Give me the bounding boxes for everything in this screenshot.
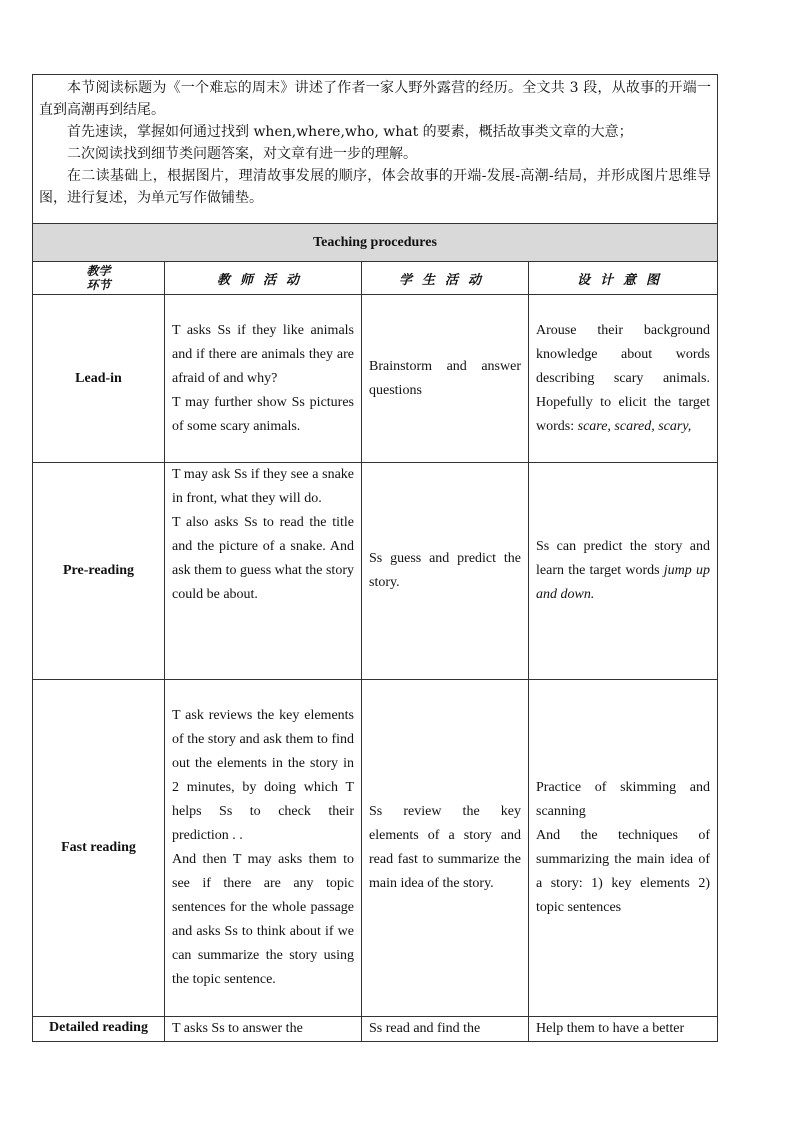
design-target-words: jump up and down. — [536, 563, 711, 602]
stage-label: Lead-in — [33, 295, 165, 463]
teacher-activity — [165, 680, 362, 1017]
teacher-text: T also asks Ss to read the title and the picture of a snake. And ask them to guess what the story could be about. — [172, 515, 354, 602]
teacher-activity — [165, 295, 362, 463]
stage-label: Pre-reading — [33, 463, 165, 680]
design-text: And the techniques of summarizing the main idea of a story: 1) key elements 2) topic sentences — [536, 828, 711, 915]
teacher-header: 教师活动 — [165, 262, 362, 295]
design-intent — [529, 1017, 718, 1042]
student-activity: Ss review the key elements of a story and read fast to summarize the main idea of the story. — [362, 680, 529, 1017]
table-row — [33, 1017, 718, 1042]
design-target-words: scare, scared, scary, — [577, 418, 692, 434]
student-text: Ss read and find the — [369, 1021, 481, 1036]
header-row — [33, 262, 718, 295]
design-text: Practice of skimming and scanning — [536, 780, 711, 819]
teacher-text: T asks Ss to answer the — [172, 1021, 303, 1036]
teacher-text: T asks Ss if they like animals and if there are animals they are afraid of and why? — [172, 322, 354, 386]
stage-header-line1: 教学 — [86, 264, 111, 278]
design-intent — [529, 295, 718, 463]
intro-paragraph: 本节阅读标题为《一个难忘的周末》讲述了作者一家人野外露营的经历。全文共 3 段，从故事的开端一直到高潮再到结尾。 — [39, 80, 712, 118]
intro-paragraph: 首先速读，掌握如何通过找到 when,where,who, what 的要素，概括故事类文章的大意； — [67, 124, 633, 140]
table-row — [33, 295, 718, 463]
stage-label: Detailed reading — [33, 1017, 165, 1042]
student-activity: Brainstorm and answer questions — [362, 295, 529, 463]
teacher-activity — [165, 463, 362, 680]
table-row — [33, 680, 718, 1017]
stage-label: Fast reading — [33, 680, 165, 1017]
student-header: 学生活动 — [362, 262, 529, 295]
design-header: 设计意图 — [529, 262, 718, 295]
stage-header — [33, 262, 165, 295]
teacher-text: T ask reviews the key elements of the story and ask them to find out the elements in the story in 2 minutes, by doing which T helps Ss to check their prediction . . — [172, 708, 354, 843]
table-row — [33, 463, 718, 680]
teacher-text: T may further show Ss pictures of some scary animals. — [172, 394, 354, 434]
stage-header-line2: 环节 — [86, 278, 111, 292]
student-activity: Ss guess and predict the story. — [362, 463, 529, 680]
design-text: Arouse their background knowledge about words describing scary animals. Hopefully to elicit the target words: — [536, 322, 711, 434]
design-text: Help them to have a better — [536, 1021, 685, 1036]
teacher-text: And then T may asks them to see if there are any topic sentences for the whole passage and asks Ss to think about if we can summarize the story using the topic sentence. — [172, 852, 354, 987]
teacher-text: T may ask Ss if they see a snake in front, what they will do. — [172, 467, 354, 506]
section-title: Teaching procedures — [33, 224, 718, 262]
teacher-activity — [165, 1017, 362, 1042]
intro-paragraph: 在二读基础上，根据图片，理清故事发展的顺序，体会故事的开端-发展-高潮-结局，并形成图片思维导图，进行复述，为单元写作做铺垫。 — [39, 168, 712, 206]
design-text: Ss can predict the story and learn the target words — [536, 539, 711, 578]
intro-cell — [33, 75, 718, 224]
student-activity — [362, 1017, 529, 1042]
design-intent — [529, 680, 718, 1017]
lesson-plan-table — [32, 74, 718, 1042]
intro-paragraph: 二次阅读找到细节类问题答案，对文章有进一步的理解。 — [67, 146, 417, 162]
design-intent — [529, 463, 718, 680]
